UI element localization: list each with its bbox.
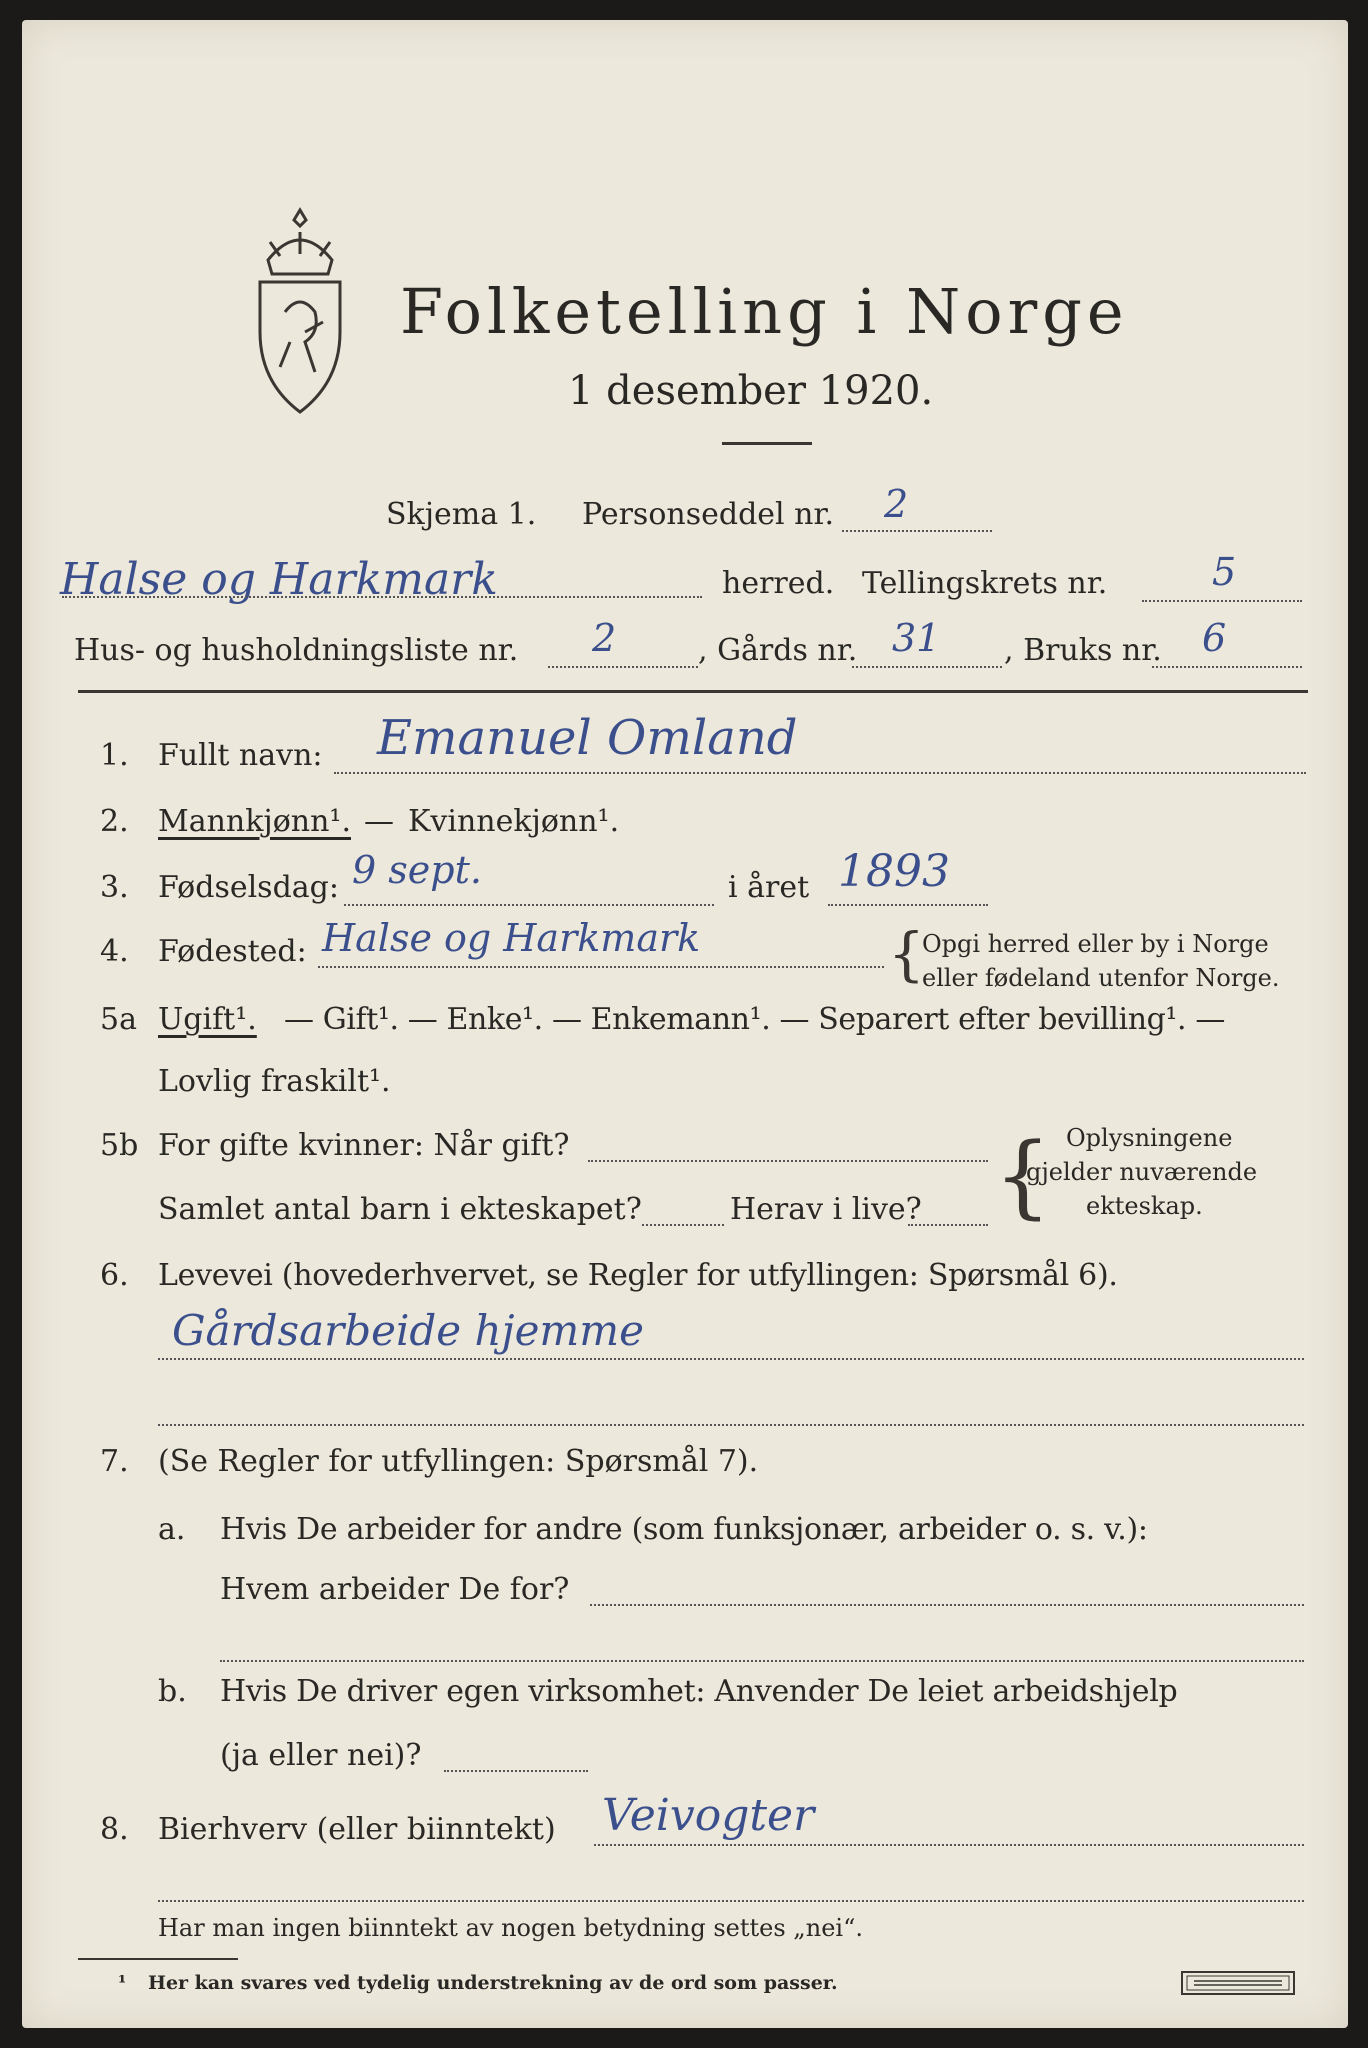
q5b-alive-label: Herav i live?: [730, 1192, 922, 1227]
personseddel-value: 2: [884, 482, 909, 526]
q5b-married-label: For gifte kvinner: Når gift?: [158, 1128, 570, 1163]
q3-year-value: 1893: [838, 846, 950, 897]
personseddel-label: Personseddel nr.: [582, 497, 835, 532]
q5b-note-line2: gjelder nuværende: [1026, 1158, 1258, 1186]
biinntekt-note: Har man ingen biinntekt av nogen betydning settes „nei“.: [158, 1914, 863, 1942]
q1-number: 1.: [100, 738, 129, 773]
q5b-number: 5b: [100, 1128, 139, 1163]
q7a-employer-label: Hvem arbeider De for?: [220, 1572, 570, 1607]
q7b-ja-nei-label: (ja eller nei)?: [220, 1738, 422, 1773]
form-date: 1 desember 1920.: [568, 368, 934, 414]
q3-number: 3.: [100, 870, 129, 905]
q6-label: Levevei (hovederhvervet, se Regler for utfyllingen: Spørsmål 6).: [158, 1258, 1118, 1293]
q4-note-line1: Opgi herred eller by i Norge: [922, 930, 1269, 958]
q4-number: 4.: [100, 934, 129, 969]
q5b-children-label: Samlet antal barn i ekteskapet?: [158, 1192, 642, 1227]
census-form: [22, 20, 1348, 2028]
bruks-value: 6: [1202, 616, 1227, 660]
q2-male-option: Mannkjønn¹.: [158, 804, 351, 839]
footnote-rule: [78, 1958, 238, 1960]
q2-female-option: Kvinnekjønn¹.: [408, 804, 620, 839]
bruks-label: , Bruks nr.: [1004, 633, 1162, 668]
q7-number: 7.: [100, 1444, 129, 1479]
q8-number: 8.: [100, 1812, 129, 1847]
q7b-question: Hvis De driver egen virksomhet: Anvender De leiet arbeidshjelp: [220, 1674, 1178, 1709]
q1-full-name-value: Emanuel Omland: [377, 710, 798, 766]
footnote-text: Her kan svares ved tydelig understrekning av de ord som passer.: [148, 1972, 838, 1994]
q3-birthday-value: 9 sept.: [352, 848, 482, 892]
q4-birthplace-value: Halse og Harkmark: [322, 916, 701, 960]
q5a-ugift-option: Ugift¹.: [158, 1002, 257, 1037]
q7a-letter: a.: [158, 1512, 186, 1547]
q8-secondary-occupation-value: Veivogter: [602, 1790, 815, 1841]
q7-label: (Se Regler for utfyllingen: Spørsmål 7).: [158, 1444, 759, 1479]
form-title: Folketelling i Norge: [400, 275, 1129, 348]
q5b-note-line1: Oplysningene: [1066, 1124, 1233, 1152]
q7b-letter: b.: [158, 1674, 187, 1709]
q2-separator: —: [364, 804, 394, 839]
husliste-value: 2: [592, 616, 617, 660]
q1-label: Fullt navn:: [158, 738, 323, 773]
q3-year-label: i året: [728, 870, 810, 905]
q3-label: Fødselsdag:: [158, 870, 339, 905]
skjema-label: Skjema 1.: [386, 497, 537, 532]
gards-value: 31: [892, 616, 941, 660]
q4-brace: {: [888, 920, 925, 988]
q4-note-line2: eller fødeland utenfor Norge.: [922, 964, 1280, 992]
herred-value: Halse og Harkmark: [60, 554, 498, 605]
q4-label: Fødested:: [158, 934, 307, 969]
printer-stamp-icon: [1180, 1970, 1296, 1996]
q5a-lovlig-fraskilt-option: Lovlig fraskilt¹.: [158, 1064, 391, 1099]
q6-occupation-value: Gårdsarbeide hjemme: [172, 1306, 644, 1355]
coat-of-arms-lion-icon: [230, 202, 370, 422]
herred-label: herred.: [722, 566, 835, 601]
q7a-question: Hvis De arbeider for andre (som funksjonær, arbeider o. s. v.):: [220, 1512, 1148, 1547]
title-divider: [722, 442, 812, 445]
header-rule: [78, 690, 1308, 693]
husliste-label: Hus- og husholdningsliste nr.: [74, 633, 519, 668]
q2-number: 2.: [100, 804, 129, 839]
gards-label: , Gårds nr.: [698, 633, 858, 668]
footnote-mark: ¹: [118, 1972, 127, 1994]
q5a-number: 5a: [100, 1002, 137, 1037]
q5a-other-options: — Gift¹. — Enke¹. — Enkemann¹. — Separert efter bevilling¹. —: [284, 1002, 1225, 1037]
tellingskrets-label: Tellingskrets nr.: [862, 566, 1108, 601]
q6-number: 6.: [100, 1258, 129, 1293]
q5b-brace: {: [994, 1124, 1052, 1229]
tellingskrets-value: 5: [1212, 550, 1237, 594]
q8-label: Bierhverv (eller biinntekt): [158, 1812, 556, 1847]
q5b-note-line3: ekteskap.: [1086, 1192, 1203, 1220]
